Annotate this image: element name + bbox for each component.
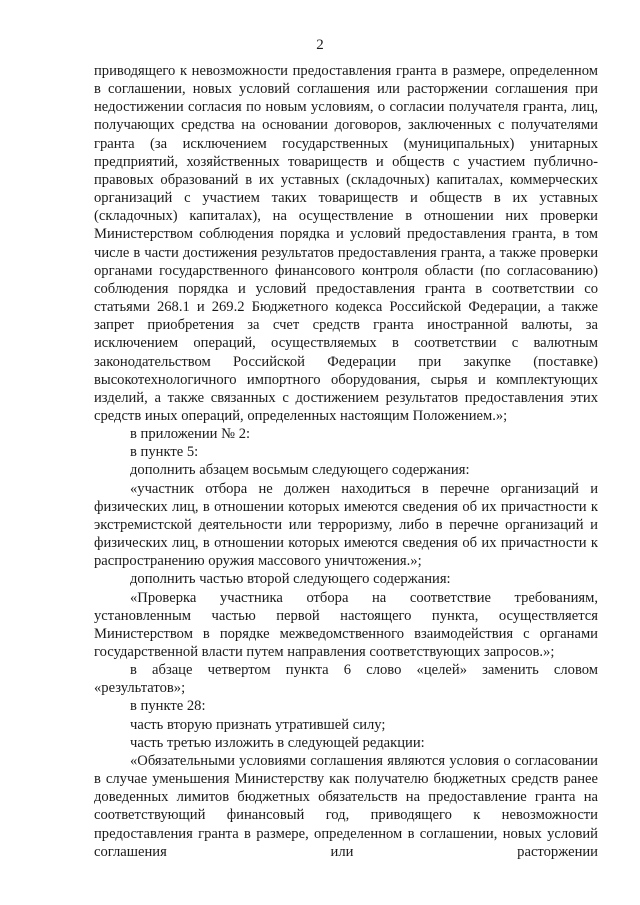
paragraph-5: «участник отбора не должен находиться в перечне организаций и физических лиц, в отношении которых имеются сведения об их причастности к экстремистской деятельности или терроризму, либо в перечне организаций и физических лиц, в отношении которых имеются сведения об их причастности к распространению оружия массового уничтожения.»;	[94, 480, 598, 570]
document-body	[94, 62, 598, 861]
paragraph-8: в абзаце четвертом пункта 6 слово «целей» заменить словом «результатов»;	[94, 662, 598, 697]
paragraph-11: часть третью изложить в следующей редакции:	[130, 734, 425, 751]
paragraph-12: «Обязательными условиями соглашения являются условия о согласовании в случае уменьшения Министерству как получателю бюджетных средств ранее доведенных лимитов бюджетных обязательств на предоставление гранта на соответствующий финансовый год, приводящего к невозможности предоставления гранта в размере, определенном в соглашении, новых условий соглашения или расторжении	[94, 752, 598, 860]
paragraph-6: дополнить частью второй следующего содержания:	[130, 571, 451, 588]
paragraph-2: в приложении № 2:	[130, 426, 251, 443]
paragraph-7: «Проверка участника отбора на соответствие требованиям, установленным частью первой настоящего пункта, осуществляется Министерством в порядке межведомственного взаимодействия с органами государственной власти путем направления соответствующих запросов.»;	[94, 589, 598, 660]
paragraph-10: часть вторую признать утратившей силу;	[130, 716, 386, 733]
paragraph-1: приводящего к невозможности предоставления гранта в размере, определенном в соглашении, новых условий соглашения или расторжении соглашения при недостижении согласия по новым условиям, о согласии получателя гранта, лиц, получающих средства на основании договоров, заключенных с получателями гранта (за исключением государственных (муниципальных) унитарных предприятий, хозяйственных товариществ и обществ с участием публично-правовых образований в их уставных (складочных) капиталах, коммерческих организаций с участием таких товариществ и обществ в их уставных (складочных) капиталах), на осуществление в отношении них проверки Министерством соблюдения порядка и условий предоставления гранта, в том числе в части достижения результатов предоставления гранта, а также проверки органами государственного финансового контроля области (по согласованию) соблюдения порядка и условий предоставления гранта в соответствии со статьями 268.1 и 269.2 Бюджетного кодекса Российской Федерации, а также запрет приобретения за счет средств гранта иностранной валюты, за исключением операций, осуществляемых в соответствии с валютным законодательством Российской Федерации при закупке (поставке) высокотехнологичного импортного оборудования, сырья и комплектующих изделий, а также связанных с достижением результатов предоставления этих средств иных операций, определенных настоящим Положением.»;	[94, 63, 598, 424]
page-number: 2	[316, 37, 324, 53]
paragraph-3: в пункте 5:	[130, 444, 199, 461]
paragraph-9: в пункте 28:	[130, 698, 206, 715]
paragraph-4: дополнить абзацем восьмым следующего содержания:	[130, 462, 470, 479]
